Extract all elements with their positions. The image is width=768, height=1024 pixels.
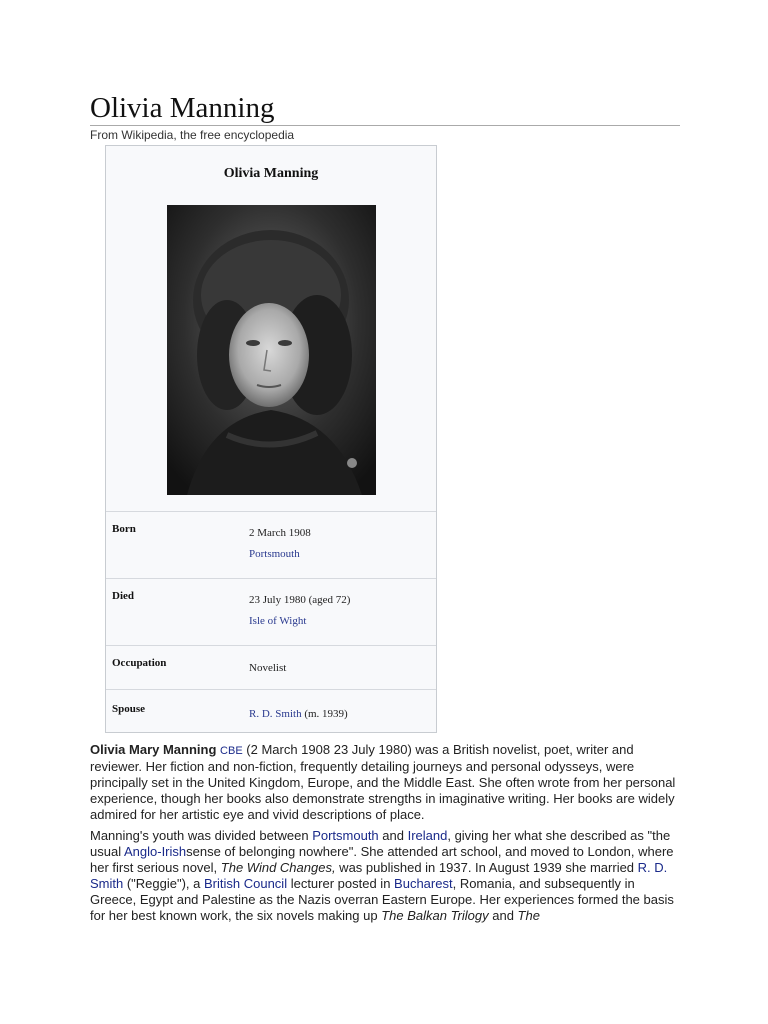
infobox-divider [106,689,436,690]
paragraph-text: lecturer posted in [287,876,395,891]
spouse-link[interactable]: R. D. Smith [249,708,302,720]
subject-name: Olivia Mary Manning [90,742,217,757]
spouse-note: (m. 1939) [301,708,348,720]
paragraph-text: was published in 1937. In August 1939 she married [335,860,638,875]
portrait-photo[interactable] [167,205,376,495]
born-label: Born [112,523,136,535]
died-place-link[interactable]: Isle of Wight [249,615,307,627]
british-council-link[interactable]: British Council [204,876,288,891]
book-title: The Wind Changes, [220,860,336,875]
spouse-value [249,708,348,720]
bucharest-link[interactable]: Bucharest [394,876,453,891]
died-label: Died [112,590,134,602]
paragraph-text: and [378,828,408,843]
portsmouth-link[interactable]: Portsmouth [312,828,379,843]
infobox [105,145,437,733]
infobox-divider [106,645,436,646]
page-tagline: From Wikipedia, the free encyclopedia [90,128,295,142]
book-title: The [517,908,540,923]
occupation-value: Novelist [249,662,287,674]
paragraph-text: Manning's youth was divided between [90,828,313,843]
intro-paragraph [90,742,680,823]
born-date: 2 March 1908 [249,527,311,539]
paragraph-text: and [488,908,518,923]
title-divider [90,125,680,126]
early-life-paragraph [90,828,680,924]
paragraph-text: , giving her what she described as "the usual [90,828,671,859]
rd-smith-link[interactable]: R. D. Smith [90,860,668,891]
born-place-link[interactable]: Portsmouth [249,548,300,560]
ireland-link[interactable]: Ireland [407,828,448,843]
occupation-label: Occupation [112,657,167,669]
infobox-divider [106,511,436,512]
died-date: 23 July 1980 (aged 72) [249,594,351,606]
infobox-title: Olivia Manning [223,166,319,181]
paragraph-text: ("Reggie"), a [123,876,204,891]
infobox-divider [106,578,436,579]
anglo-irish-link[interactable]: Anglo-Irish [123,844,187,859]
spouse-label: Spouse [112,703,146,715]
paragraph-text: , Romania, and subsequently in Greece, Egypt and Palestine as the Nazis overran Eastern Europe. Her experiences formed the basis for her best known work, the six novels making up [90,876,674,923]
page-title: Olivia Manning [90,92,275,124]
intro-text: (2 March 1908 23 July 1980) was a British novelist, poet, writer and reviewer. Her fiction and non-fiction, frequently detailing journeys and personal odysseys, were principally set in the United Kingdom, Europe, and the Middle East. She often wrote from her personal experience, though her books also demonstrate strengths in imaginative writing. Her books are widely admired for her artistic eye and vivid descriptions of place. [90,742,676,822]
book-title: The Balkan Trilogy [381,908,489,923]
portrait-image [167,205,376,495]
paragraph-text: sense of belonging nowhere". She attended art school, and moved to London, where her first serious novel, [90,844,674,875]
cbe-link[interactable]: CBE [220,745,243,757]
